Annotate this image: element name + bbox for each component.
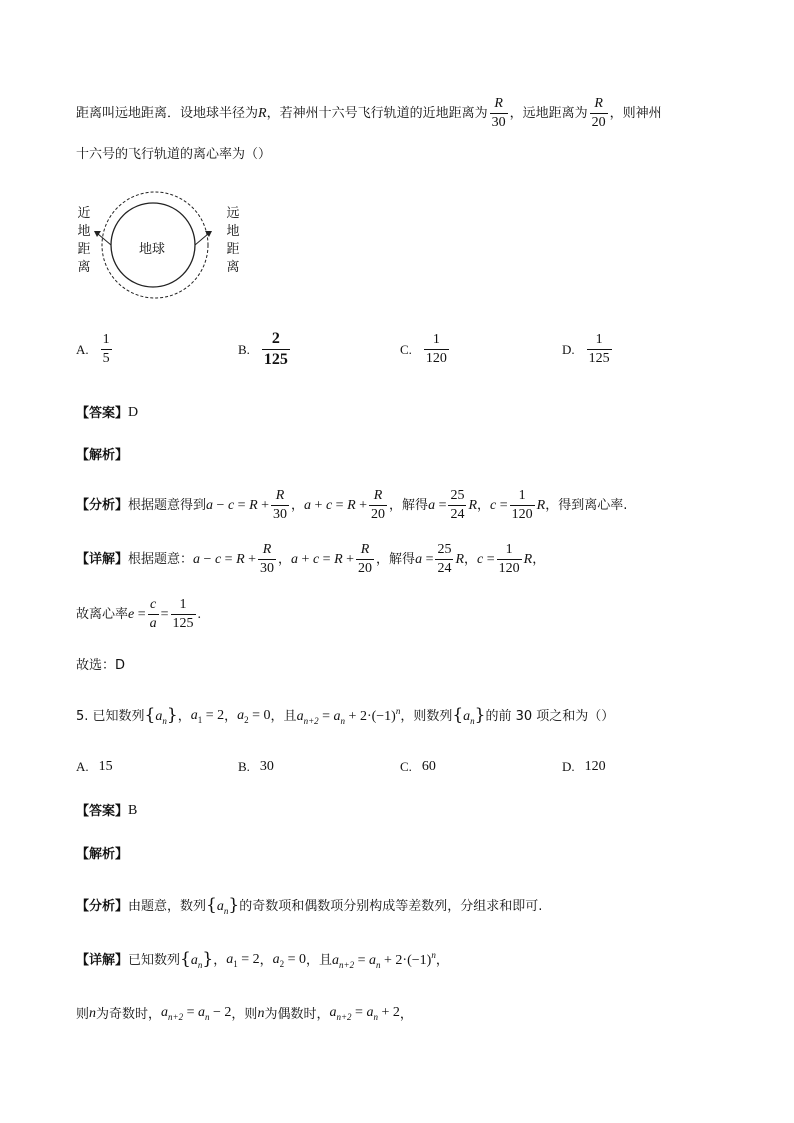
equation-a-minus-c: a − c = R + — [206, 497, 270, 513]
option-b[interactable]: B. $\frac{2}{125}$ — [238, 330, 288, 368]
option5-c[interactable]: C. 60 — [400, 759, 436, 774]
choose4: 故选：D — [76, 658, 126, 673]
xiangjie4-line: 【详解】 根据题意： a − c = R + $\frac{R}{30}$ ， a + c = R + $\frac{R}{20}$ ，解得 a = $\frac{25}{24}$ R ， c = $\frac{1}{120}$ R ， — [76, 542, 546, 576]
option-a[interactable]: A. $\frac{1}{5}$ — [76, 332, 110, 366]
equation-c-value: c = — [490, 497, 508, 513]
option5-d[interactable]: D. 120 — [562, 759, 606, 774]
far-distance-label: 远地距离 — [226, 206, 240, 275]
option-c[interactable]: C. $\frac{1}{120}$ — [400, 332, 447, 366]
near-distance-label: 近地距离 — [77, 206, 91, 275]
problem4-line2: 十六号的飞行轨道的离心率为（） — [76, 147, 272, 162]
eccentricity-line: 故离心率 e = $\frac{c}{a}$ = $\frac{1}{125}$ . — [76, 597, 202, 631]
answer4: 【答案】 D — [76, 405, 139, 421]
equation-a-plus-c: a + c = R + — [304, 497, 368, 513]
answer5: 【答案】 B — [76, 803, 138, 819]
fenxi5-line: 【分析】 由题意，数列 $\{a_n\}$ 的奇数项和偶数项分别构成等差数列，分组求和即可. — [76, 895, 543, 916]
equation-a-value: a = — [428, 497, 447, 513]
option5-a[interactable]: A. 15 — [76, 759, 113, 774]
option-d[interactable]: D. $\frac{1}{125}$ — [562, 332, 610, 366]
problem5-line: 5. 已知数列 $\{a_n\}$ ， $a_1 = 2$ ， $a_2 = 0$ ，且 $a_{n+2} = a_n + 2\cdot(-1)^n$ ，则数列 $\{a_n\}$ 的前 30 项之和为（） — [76, 705, 615, 726]
problem4-line1: 距离叫远地距离．设地球半径为 R ，若神州十六号飞行轨道的近地距离为 $\frac{R}{30}$ ，远地距离为 $\frac{R}{20}$ ，则神州 — [76, 96, 662, 130]
xiangjie5-line: 【详解】 已知数列 $\{a_n\}$ ， $a_1 = 2$ ， $a_2 = 0$ ，且 $a_{n+2} = a_n + 2\cdot(-1)^n$ ， — [76, 949, 449, 970]
far-distance-fraction: $\frac{R}{20}$ — [591, 96, 606, 130]
fenxi4-line: 【分析】 根据题意得到 a − c = R + $\frac{R}{30}$ ， a + c = R + $\frac{R}{20}$ ，解得 a = $\frac{25}{24}$ R ， c = $\frac{1}{120}$ R ，得到离心率. — [76, 488, 628, 522]
near-distance-fraction: $\frac{R}{30}$ — [491, 96, 506, 130]
analysis-heading-5: 【解析】 — [76, 847, 129, 862]
analysis-heading-4: 【解析】 — [76, 448, 129, 463]
earth-label: 地球 — [139, 242, 166, 257]
option5-b[interactable]: B. 30 — [238, 759, 274, 774]
parity-line: 则 n 为奇数时， $a_{n+2} = a_n - 2$ ，则 n 为偶数时， $a_{n+2} = a_n + 2$ ， — [76, 1005, 413, 1022]
